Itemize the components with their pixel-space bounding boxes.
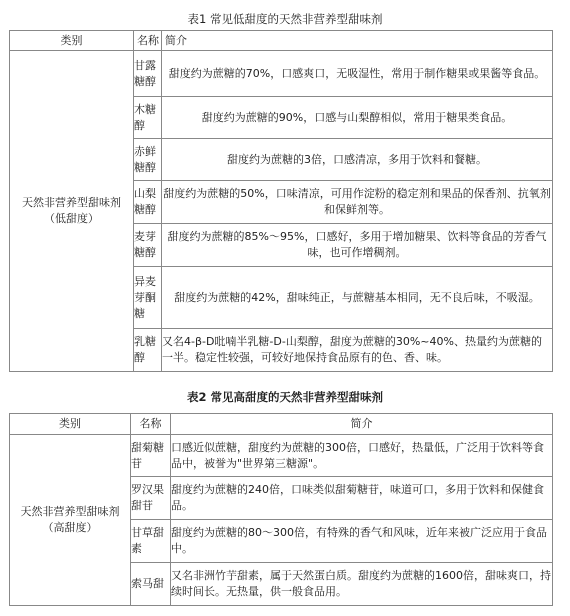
table1-name-cell xyxy=(134,97,162,139)
table2-category-line2: （高甜度） xyxy=(42,521,98,534)
name-line: 甜菊糖 xyxy=(131,440,164,454)
name-line: 赤鲜 xyxy=(134,144,156,158)
name-line: 索马甜 xyxy=(131,577,164,590)
table1-desc-cell: 甜度约为蔗糖的50%，口味清凉，可用作淀粉的稳定剂和果品的保香剂、抗氧剂和保鲜剂等。 xyxy=(162,181,553,224)
table1-category-line2: （低甜度） xyxy=(44,212,99,225)
name-line: 糖醇 xyxy=(134,74,156,88)
table1-header-name: 名称 xyxy=(134,31,162,51)
table2-name-cell xyxy=(131,520,171,563)
table2-category-line1: 天然非营养型甜味剂 xyxy=(20,505,120,518)
table2-name-cell xyxy=(131,435,171,477)
table2-desc-cell: 甜度约为蔗糖的80～300倍，有特殊的香气和风味，近年来被广泛应用于食品中。 xyxy=(171,520,553,563)
name-line: 甘草甜 xyxy=(131,526,164,539)
name-line: 甜苷 xyxy=(131,499,153,512)
table1-caption: 表1 常见低甜度的天然非营养型甜味剂 xyxy=(187,12,383,26)
table2-desc-cell: 甜度约为蔗糖的240倍，口味类似甜菊糖苷，味道可口，多用于饮料和保健食品。 xyxy=(171,477,553,520)
name-line: 醇 xyxy=(134,118,145,132)
name-line: 麦芽 xyxy=(134,230,156,243)
table1-name-cell xyxy=(134,51,162,97)
name-line: 异麦 xyxy=(134,274,156,288)
table1-header-category: 类别 xyxy=(10,31,134,51)
table1-name-cell xyxy=(134,224,162,267)
name-line: 糖 xyxy=(134,306,145,320)
name-line: 糖醇 xyxy=(134,246,156,259)
table-row xyxy=(10,435,553,477)
name-line: 芽酮 xyxy=(134,290,156,304)
table1-header-intro: 简介 xyxy=(162,31,553,51)
name-line: 罗汉果 xyxy=(131,483,164,496)
table1-desc-cell: 甜度约为蔗糖的42%，甜味纯正，与蔗糖基本相同，无不良后味，不吸湿。 xyxy=(162,267,553,329)
table1-name-cell xyxy=(134,181,162,224)
table1-desc-cell: 甜度约为蔗糖的70%，口感爽口，无吸湿性，常用于制作糖果或果酱等食品。 xyxy=(162,51,553,97)
table2-caption: 表2 常见高甜度的天然非营养型甜味剂 xyxy=(186,390,383,404)
name-line: 山梨 xyxy=(134,187,156,200)
table2 xyxy=(9,413,553,606)
name-line: 乳糖 xyxy=(134,335,156,348)
name-line: 素 xyxy=(131,542,142,555)
table1-header-row xyxy=(10,31,553,51)
table2-desc-cell: 又名非洲竹芋甜素，属于天然蛋白质。甜度约为蔗糖的1600倍，甜味爽口，持续时间长。无热量，供一般食品用。 xyxy=(171,563,553,606)
table1-category-cell xyxy=(10,51,134,372)
table2-header-name: 名称 xyxy=(131,414,171,435)
table2-name-cell xyxy=(131,477,171,520)
name-line: 糖醇 xyxy=(134,203,156,216)
table-row xyxy=(10,51,553,97)
name-line: 甘露 xyxy=(134,58,156,72)
table2-desc-cell: 口感近似蔗糖，甜度约为蔗糖的300倍，口感好，热量低，广泛用于饮料等食品中，被誉为"世界第三糖源"。 xyxy=(171,435,553,477)
name-line: 糖醇 xyxy=(134,160,156,174)
name-line: 木糖 xyxy=(134,102,156,116)
table2-header-row xyxy=(10,414,553,435)
table2-header-category: 类别 xyxy=(10,414,131,435)
table1-name-cell xyxy=(134,329,162,372)
table2-name-cell xyxy=(131,563,171,606)
table2-category-cell xyxy=(10,435,131,606)
table1-desc-cell: 甜度约为蔗糖的85%～95%，口感好，多用于增加糖果、饮料等食品的芳香气味，也可作增稠剂。 xyxy=(162,224,553,267)
table1-desc-cell: 又名4-β-D吡喃半乳糖-D-山梨醇，甜度为蔗糖的30%~40%、热量约为蔗糖的一半。稳定性较强，可较好地保持食品原有的色、香、味。 xyxy=(162,329,553,372)
table1-desc-cell: 甜度约为蔗糖的90%，口感与山梨醇相似，常用于糖果类食品。 xyxy=(162,97,553,139)
table2-header-intro: 简介 xyxy=(171,414,553,435)
table1-desc-cell: 甜度约为蔗糖的3倍，口感清凉，多用于饮料和餐糖。 xyxy=(162,139,553,181)
table1-category-line1: 天然非营养型甜味剂 xyxy=(22,196,121,209)
name-line: 醇 xyxy=(134,351,145,364)
name-line: 苷 xyxy=(131,456,142,470)
table1-name-cell xyxy=(134,139,162,181)
table1-name-cell xyxy=(134,267,162,329)
table1 xyxy=(9,30,553,372)
